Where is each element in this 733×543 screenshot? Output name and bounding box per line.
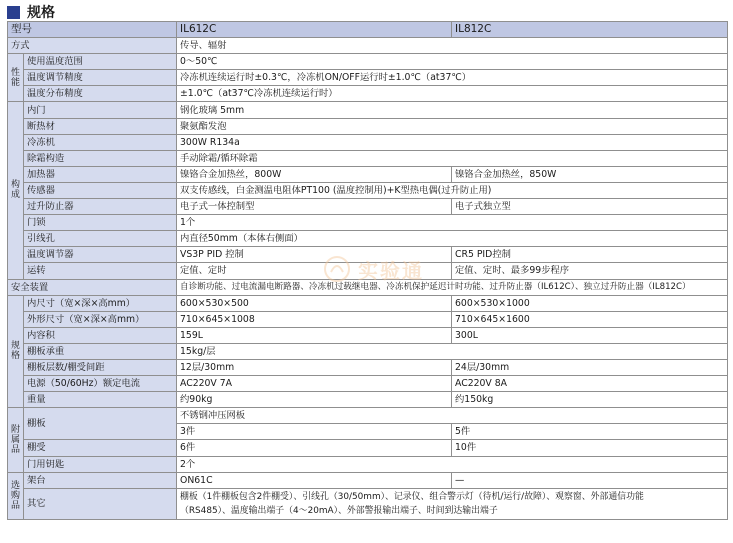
row-value-m2: —: [452, 472, 728, 488]
safety-value: 自诊断功能、过电流漏电断路器、冷冻机过载继电器、冷冻机保护延迟计时功能、过升防止器（IL612C）、独立过升防止器（IL812C）: [177, 279, 728, 295]
section-marker-icon: [7, 6, 20, 19]
row-value-m2: 定值、定时、最多99步程序: [452, 263, 728, 279]
row-label: 内容积: [24, 327, 177, 343]
row-value-m1: 镍铬合金加热丝，800W: [177, 166, 452, 182]
row-value-m2: 5件: [452, 424, 728, 440]
table-row: [8, 102, 728, 118]
table-row: [8, 70, 728, 86]
row-label: 电源（50/60Hz）额定电流: [24, 376, 177, 392]
row-value-m2: 约150kg: [452, 392, 728, 408]
row-value-m2: 镍铬合金加热丝，850W: [452, 166, 728, 182]
table-row: [8, 295, 728, 311]
row-label: 棚板: [24, 408, 177, 440]
row-label: 内门: [24, 102, 177, 118]
table-row: [8, 456, 728, 472]
table-row: [8, 408, 728, 424]
row-label: 内尺寸（宽×深×高mm）: [24, 295, 177, 311]
group-accessories: 附属品: [8, 408, 24, 472]
row-value-m1: 定值、定时: [177, 263, 452, 279]
row-value: 冷冻机连续运行时±0.3℃，冷冻机ON/OFF运行时±1.0℃（at37℃）: [177, 70, 728, 86]
section-title: 规格: [27, 5, 55, 21]
row-value-m2: 300L: [452, 327, 728, 343]
table-row: [8, 199, 728, 215]
row-label: 外形尺寸（宽×深×高mm）: [24, 311, 177, 327]
group-options: 选购品: [8, 472, 24, 519]
row-value-m1: 12层/30mm: [177, 359, 452, 375]
row-label: 其它: [24, 488, 177, 519]
method-value: 传导、辐射: [177, 38, 728, 54]
table-row: [8, 166, 728, 182]
row-value: 300W R134a: [177, 134, 728, 150]
table-row: [8, 376, 728, 392]
row-value-m1: 6件: [177, 440, 452, 456]
group-construction: 构成: [8, 102, 24, 279]
options-other-line2: （RS485）、温度输出端子（4～20mA）、外部警报输出端子、时间到达输出端子: [180, 505, 498, 516]
row-value-m2: 710×645×1600: [452, 311, 728, 327]
row-label: 传感器: [24, 182, 177, 198]
group-specs: 规格: [8, 295, 24, 408]
row-label: 温度调节器: [24, 247, 177, 263]
method-label: 方式: [8, 38, 177, 54]
row-value-m1: 电子式一体控制型: [177, 199, 452, 215]
row-value-m2: CR5 PID控制: [452, 247, 728, 263]
row-label: 门用钥匙: [24, 456, 177, 472]
row-value: ±1.0℃（at37℃冷冻机连续运行时）: [177, 86, 728, 102]
table-row: [8, 343, 728, 359]
table-row: [8, 118, 728, 134]
row-label: 门锁: [24, 215, 177, 231]
row-value-m1: 约90kg: [177, 392, 452, 408]
table-row: [8, 327, 728, 343]
row-label: 温度调节精度: [24, 70, 177, 86]
table-row: [8, 231, 728, 247]
row-label: 过升防止器: [24, 199, 177, 215]
group-performance: 性能: [8, 54, 24, 102]
row-value: 15kg/层: [177, 343, 728, 359]
row-value: 聚氨酯发泡: [177, 118, 728, 134]
table-row: [8, 488, 728, 519]
row-label: 棚受: [24, 440, 177, 456]
row-label: 冷冻机: [24, 134, 177, 150]
row-label: 重量: [24, 392, 177, 408]
row-value: 双支传感线，白金测温电阻体PT100 (温度控制用)+K型热电偶(过升防止用): [177, 182, 728, 198]
table-row: [8, 86, 728, 102]
row-value-m1: 159L: [177, 327, 452, 343]
table-row: [8, 134, 728, 150]
options-other-line1: 棚板（1件棚板包含2件棚受）、引线孔（30/50mm）、记录仪、组合警示灯（待机/运行/故障）、观察窗、外部通信功能: [180, 491, 644, 502]
watermark-text: 实验通: [358, 258, 424, 283]
row-label: 引线孔: [24, 231, 177, 247]
row-value-m1: AC220V 7A: [177, 376, 452, 392]
table-row: [8, 359, 728, 375]
row-value: 不锈钢冲压网板: [177, 408, 728, 424]
row-value-m2: 10件: [452, 440, 728, 456]
row-label: 除霜构造: [24, 150, 177, 166]
row-value-m2: AC220V 8A: [452, 376, 728, 392]
watermark-logo-icon: [322, 254, 352, 284]
section-header: [7, 2, 55, 22]
row-value-m2: 600×530×1000: [452, 295, 728, 311]
row-value-m1: ON61C: [177, 472, 452, 488]
row-value-m1: VS3P PID 控制: [177, 247, 452, 263]
model-il812c: IL812C: [452, 22, 728, 38]
row-value: 钢化玻璃 5mm: [177, 102, 728, 118]
model-il612c: IL612C: [177, 22, 452, 38]
table-row: [8, 54, 728, 70]
row-label: 棚板承重: [24, 343, 177, 359]
row-label: 架台: [24, 472, 177, 488]
row-label: 温度分布精度: [24, 86, 177, 102]
row-value: 内直径50mm（本体右侧面）: [177, 231, 728, 247]
table-row: [8, 392, 728, 408]
row-value-m1: 600×530×500: [177, 295, 452, 311]
table-row: [8, 150, 728, 166]
row-label: 使用温度范围: [24, 54, 177, 70]
table-row: [8, 311, 728, 327]
row-value-m1: 3件: [177, 424, 452, 440]
row-value-m2: 24层/30mm: [452, 359, 728, 375]
options-other-value: [177, 488, 728, 519]
table-row: [8, 472, 728, 488]
row-value: 2个: [177, 456, 728, 472]
row-label: 加热器: [24, 166, 177, 182]
model-header-label: 型号: [8, 22, 177, 38]
table-row: [8, 182, 728, 198]
safety-label: 安全装置: [8, 279, 177, 295]
row-value: 1个: [177, 215, 728, 231]
table-row: [8, 215, 728, 231]
table-row: [8, 38, 728, 54]
watermark: [322, 252, 472, 286]
row-value-m1: 710×645×1008: [177, 311, 452, 327]
row-label: 棚板层数/棚受间距: [24, 359, 177, 375]
row-value-m2: 电子式独立型: [452, 199, 728, 215]
table-header-row: [8, 22, 728, 38]
row-value: 0～50℃: [177, 54, 728, 70]
row-label: 断热材: [24, 118, 177, 134]
table-row: [8, 440, 728, 456]
row-label: 运转: [24, 263, 177, 279]
row-value: 手动除霜/循环除霜: [177, 150, 728, 166]
